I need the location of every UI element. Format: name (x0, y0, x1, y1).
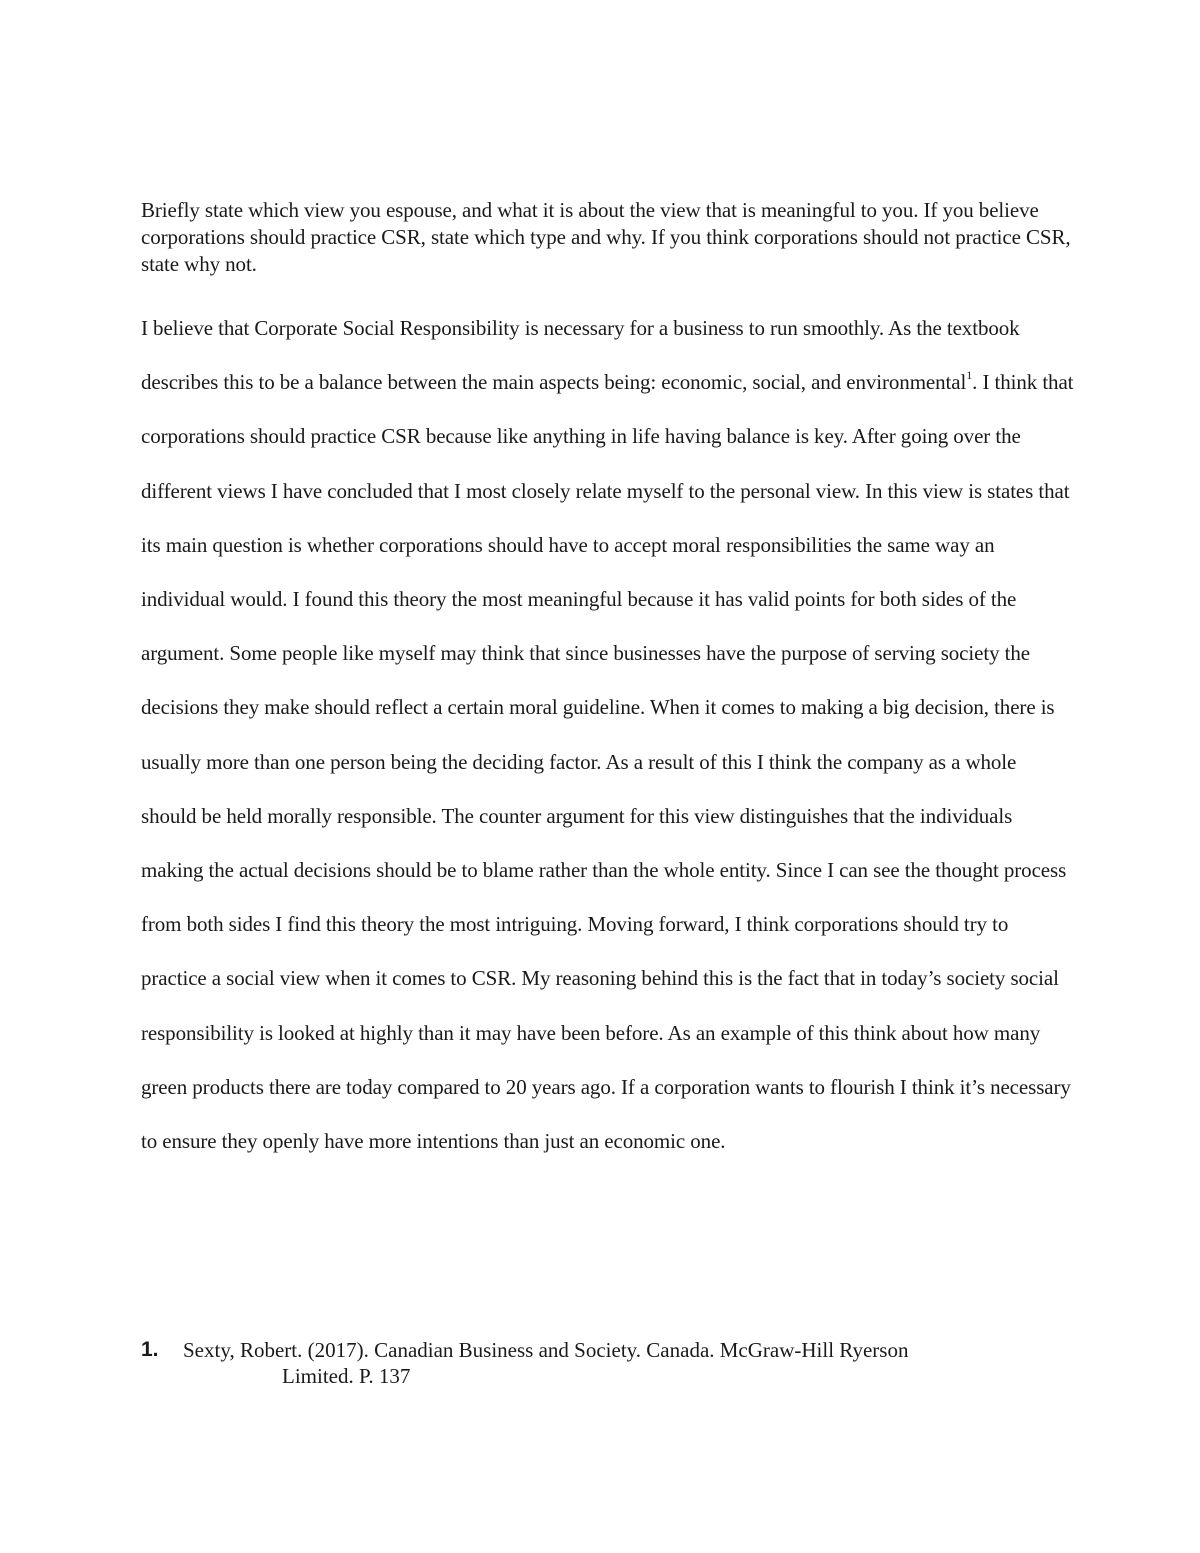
footnote-reference: 1 (966, 368, 973, 383)
footnote-number: 1. (141, 1338, 159, 1361)
essay-text-part-2: . I think that corporations should practice CSR because like anything in life having balance is key. After going over the different views I have concluded that I most closely relate myself to the personal view. In this view is states that its main question is whether corporations should have to accept moral responsibilities the same way an individual would. I found this theory the most meaningful because it has valid points for both sides of the argument. Some people like myself may think that since businesses have the purpose of serving society the decisions they make should reflect a certain moral guideline. When it comes to making a big decision, there is usually more than one person being the deciding factor. As a result of this I think the company as a whole should be held morally responsible. The counter argument for this view distinguishes that the individuals making the actual decisions should be to blame rather than the whole entity. Since I can see the thought process from both sides I find this theory the most intriguing. Moving forward, I think corporations should try to practice a social view when it comes to CSR. My reasoning behind this is the fact that in today’s society social responsibility is looked at highly than it may have been before. As an example of this think about how many green products there are today compared to 20 years ago. If a corporation wants to flourish I think it’s necessary to ensure they openly have more intentions than just an economic one. (141, 370, 1074, 1154)
assignment-prompt: Briefly state which view you espouse, and what it is about the view that is meaningful to you. If you believe corporations should practice CSR, state which type and why. If you think corporations should not practice CSR, state why not. (141, 198, 1071, 276)
essay-text-part-1: I believe that Corporate Social Responsibility is necessary for a business to run smoothly. As the textbook describes this to be a balance between the main aspects being: economic, social, and environmental (141, 316, 1020, 395)
footnote-citation-line-1: Sexty, Robert. (2017). Canadian Business and Society. Canada. McGraw-Hill Ryerson (183, 1338, 909, 1362)
footnote-citation-line-2: Limited. P. 137 (282, 1364, 411, 1388)
essay-body (141, 301, 1076, 1168)
